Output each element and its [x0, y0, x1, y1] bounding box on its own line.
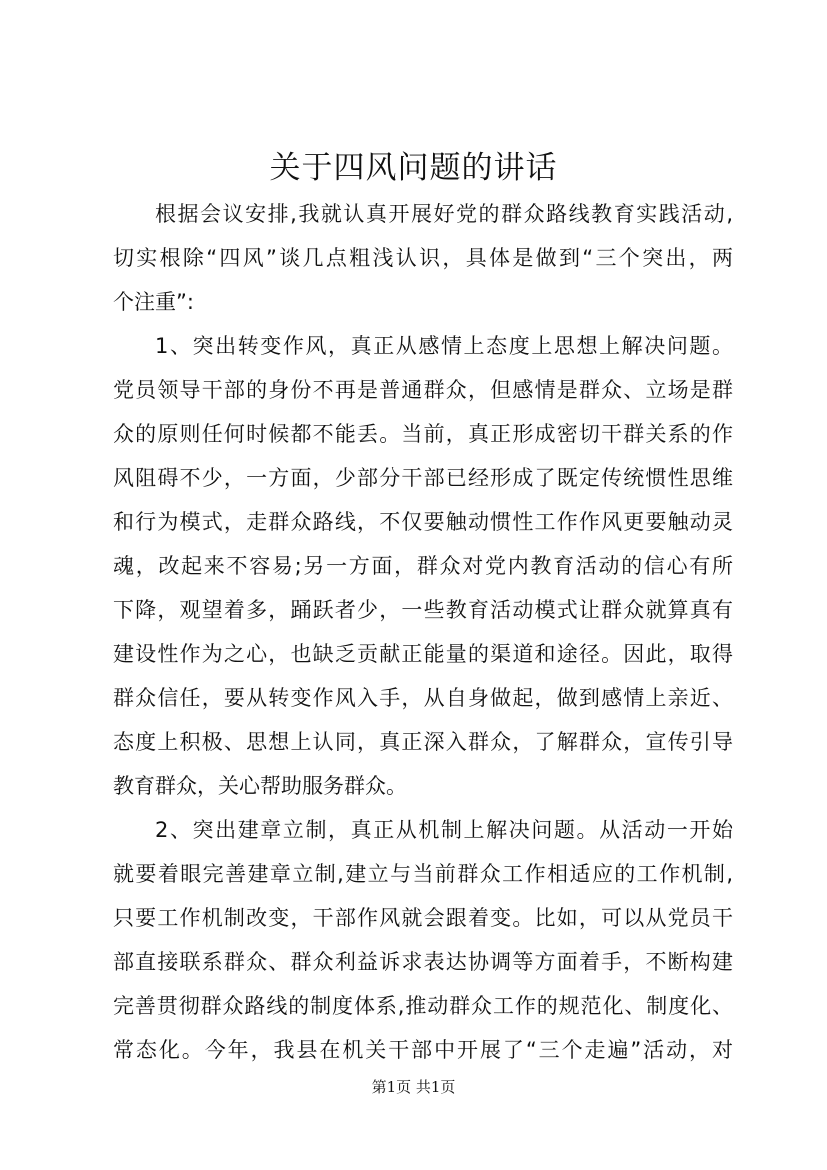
paragraph-line: 和行为模式，走群众路线，不仅要触动惯性工作作风更要触动灵	[113, 510, 733, 534]
paragraph-line: 风阻碍不少，一方面，少部分干部已经形成了既定传统惯性思维	[113, 466, 733, 490]
paragraph-line: 魂，改起来不容易;另一方面，群众对党内教育活动的信心有所	[113, 554, 733, 578]
paragraph-line: 根据会议安排,我就认真开展好党的群众路线教育实践活动,	[155, 202, 733, 226]
paragraph-line: 个注重”:	[113, 290, 194, 314]
paragraph-line: 态度上积极、思想上认同，真正深入群众，了解群众，宣传引导	[113, 730, 733, 754]
document-title: 关于四风问题的讲话	[269, 150, 558, 186]
paragraph-line: 1、突出转变作风，真正从感情上态度上思想上解决问题。	[155, 334, 733, 358]
paragraph-line: 下降，观望着多，踊跃者少，一些教育活动模式让群众就算真有	[113, 598, 733, 622]
paragraph-line: 就要着眼完善建章立制,建立与当前群众工作相适应的工作机制,	[113, 862, 733, 886]
page-number-footer: 第1页 共1页	[371, 1078, 456, 1096]
paragraph-line: 教育群众，关心帮助服务群众。	[113, 774, 407, 798]
paragraph-line: 切实根除“四风”谈几点粗浅认识，具体是做到“三个突出，两	[113, 246, 733, 270]
paragraph-line: 常态化。今年，我县在机关干部中开展了“三个走遍”活动，对	[113, 1038, 733, 1062]
paragraph-line: 党员领导干部的身份不再是普通群众，但感情是群众、立场是群	[113, 378, 733, 402]
paragraph-line: 部直接联系群众、群众利益诉求表达协调等方面着手，不断构建	[113, 950, 733, 974]
paragraph-line: 群众信任，要从转变作风入手，从自身做起，做到感情上亲近、	[113, 686, 733, 710]
paragraph-line: 只要工作机制改变，干部作风就会跟着变。比如，可以从党员干	[113, 906, 733, 930]
paragraph-line: 完善贯彻群众路线的制度体系,推动群众工作的规范化、制度化、	[113, 994, 733, 1018]
paragraph-line: 建设性作为之心，也缺乏贡献正能量的渠道和途径。因此，取得	[113, 642, 733, 666]
paragraph-line: 众的原则任何时候都不能丢。当前，真正形成密切干群关系的作	[113, 422, 733, 446]
paragraph-line: 2、突出建章立制，真正从机制上解决问题。从活动一开始	[155, 818, 733, 842]
